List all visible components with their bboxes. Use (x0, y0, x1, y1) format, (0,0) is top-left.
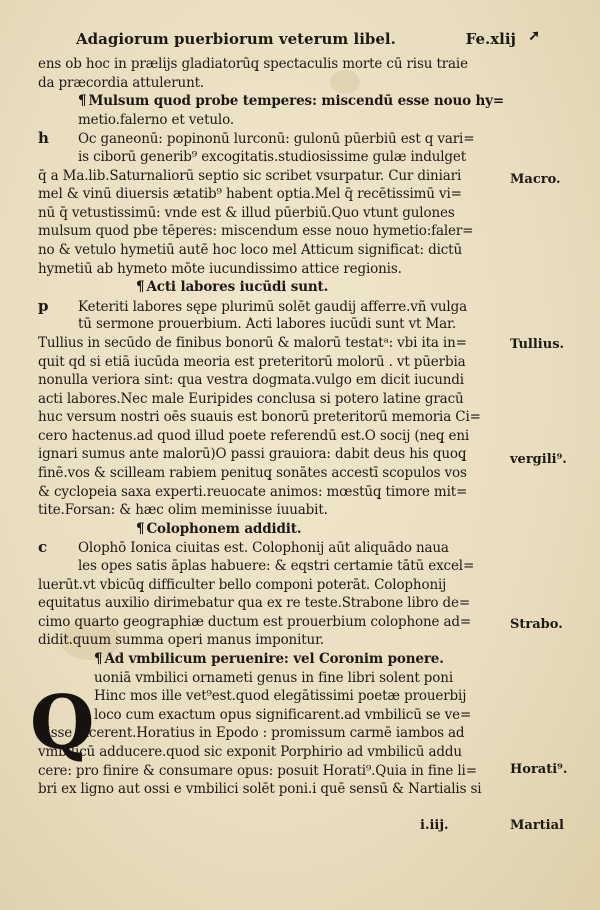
text-line (38, 353, 508, 372)
line-text: vmbilicū adducere.quod sic exponit Porphirio ad vmbilicū addu (38, 743, 462, 760)
line-text: tū sermone prouerbium. Acti labores iucūdi sunt vt Mar. (78, 316, 457, 333)
text-line (38, 278, 508, 297)
text-line (38, 650, 508, 669)
line-text: acti labores.Nec male Euripides conclusa si potero latine gracū (38, 390, 464, 407)
text-line (38, 148, 508, 167)
text-line (38, 538, 508, 557)
text-line (38, 762, 508, 781)
guide-letter: p (38, 296, 49, 315)
guide-letter: h (38, 129, 49, 148)
line-text: finē.vos & scilleam rabiem penituq̧ sonātes accestī scopulos vos (38, 465, 467, 482)
line-text: huc versum nostri oēs suauis est bonorū preteritorū memoria Ci= (38, 409, 481, 426)
line-text: nū q̄ vetustissimū: vnde est & illud pūerbiū.Quo vtunt gulones (38, 204, 455, 221)
text-line (38, 613, 508, 632)
text-line (38, 780, 508, 799)
line-text: metio.falerno et vetulo. (78, 111, 234, 128)
line-text: tite.Forsan: & hæc olim meminisse iuuabit. (38, 502, 328, 519)
text-line (38, 408, 508, 427)
guide-letter: c (38, 538, 47, 557)
text-line (38, 594, 508, 613)
line-text: no & vetulo hymetiū autē hoc loco mel Atticum significat: dictū (38, 241, 462, 258)
line-text: Acti labores iucūdi sunt. (146, 279, 329, 296)
line-text: is ciborū generib⁹ excogitatis.studiosissime gulæ indulget (78, 148, 467, 165)
line-text: nonulla veriora sint: qua vestra dogmata.vulgo em dicit iucundi (38, 372, 464, 389)
text-line (38, 520, 508, 539)
line-text: cimo quarto geographiæ ductum est prouerbium colophone ad= (38, 613, 472, 630)
pilcrow-icon: ¶ (136, 520, 145, 537)
line-text: q̄ a Ma.lib.Saturnaliorū septio sic scribet vsurpatur. Cur diniari (38, 167, 462, 184)
line-text: bri ex ligno aut ossi e vmbilici solēt poni.i quē sensū & Nartialis si (38, 781, 482, 798)
text-line (38, 706, 508, 725)
text-line (38, 315, 508, 334)
text-line (38, 334, 508, 353)
margin-note-horatius: Horati⁹. (510, 762, 568, 777)
text-line (38, 297, 508, 316)
line-text: mel & vinū diuersis ætatib⁹ habent optia.Mel q̄ recētissimū vi= (38, 186, 462, 203)
text-line (38, 129, 508, 148)
margin-note-macro: Macro. (510, 172, 561, 187)
line-text: loco cum exactum opus significarent.ad vmbilicū se ve= (94, 706, 472, 723)
text-line (38, 464, 508, 483)
running-title: Adagiorum puerbiorum veterum libel. (76, 30, 396, 48)
text-line (38, 576, 508, 595)
margin-note-vergilius: vergili⁹. (510, 452, 567, 467)
line-text: equitatus auxilio dirimebatur qua ex re teste.Strabone libro de= (38, 595, 471, 612)
line-text: & cyclopeia saxa experti.reuocate animos: mœstūq̧ timore mit= (38, 483, 468, 500)
text-line (38, 74, 508, 93)
text-line (38, 222, 508, 241)
folio-number: Fe.xlij (465, 30, 516, 48)
line-text: Tullius in secūdo de finibus bonorū & malorū testatᵃ: vbi ita in= (38, 334, 467, 351)
line-text: luerūt.vt vbicūq̧ difficulter bello componi poterāt. Colophonij (38, 576, 447, 593)
corner-mark: ➚ (528, 28, 540, 44)
drop-cap-letter: Q (30, 680, 95, 766)
text-line (38, 241, 508, 260)
line-text: Colophonem addidit. (146, 520, 302, 537)
margin-note-martial: Martial (510, 818, 564, 833)
text-line (38, 669, 508, 688)
text-line (38, 92, 508, 111)
text-line (38, 390, 508, 409)
text-line (38, 743, 508, 762)
line-text: quit qd si etiā iucūda meoria est preteritorū molorū . vt pūerbia (38, 353, 466, 370)
pilcrow-icon: ¶ (94, 651, 103, 667)
margin-note-strabo: Strabo. (510, 617, 563, 632)
text-line (38, 445, 508, 464)
signature-mark: i.iij. (420, 818, 449, 833)
pilcrow-icon: ¶ (136, 279, 145, 296)
line-text: ignari sumus ante malorū)O passi grauiora: dabit deus his quoq̧ (38, 446, 467, 463)
line-text: Oc ganeonū: popinonū lurconū: gulonū pūerbiū est q vari= (78, 131, 475, 148)
text-column (38, 55, 508, 799)
text-line (38, 501, 508, 520)
text-line (38, 260, 508, 279)
line-text: uoniā vmbilici ornameti genus in fine libri solent poni (94, 669, 453, 686)
line-text: cero hactenus.ad quod illud poete referendū est.O socij (neq̧ eni (38, 427, 470, 444)
text-line (38, 483, 508, 502)
line-text: ens ob hoc in prælijs gladiatorūq̧ spectaculis morte cū risu traie (38, 56, 468, 72)
text-line (38, 111, 508, 130)
pilcrow-icon: ¶ (78, 93, 87, 110)
line-text: didit.quum summa operi manus imponitur. (38, 632, 325, 649)
text-line (38, 631, 508, 650)
text-line (38, 185, 508, 204)
line-text: hymetiū ab hymeto mōte iucundissimo attice regionis. (38, 260, 402, 277)
line-text: Keteriti labores sępe plurimū solēt gaudij afferre.vñ vulga (78, 298, 467, 315)
line-text: mulsum quod pbe tēperes: miscendum esse nouo hymetio:faler= (38, 223, 474, 240)
text-line (38, 557, 508, 576)
line-text: Ad vmbilicum peruenire: vel Coronim ponere. (104, 651, 444, 667)
line-text: nisse dicerent.Horatius in Epodo : promissum carmē iambos ad (38, 725, 465, 742)
line-text: les opes satis āplas habuere: & eqstri certamie tātū excel= (78, 558, 475, 575)
line-text: Mulsum quod probe temperes: miscendū esse nouo hy= (88, 93, 505, 110)
line-text: cere: pro finire & consumare opus: posuit Horati⁹.Quia in fine li= (38, 762, 477, 779)
running-header (76, 30, 516, 48)
text-line (38, 427, 508, 446)
text-line (38, 371, 508, 390)
line-text: Hinc mos ille vet⁹est.quod elegātissimi poetæ prouerbij (94, 688, 467, 705)
margin-note-tullius: Tullius. (510, 337, 565, 352)
line-text: da præcordia attulerunt. (38, 74, 205, 91)
line-text: Olophō Ionica ciuitas est. Colophonij aūt aliquādo naua (78, 540, 449, 557)
text-line (38, 687, 508, 706)
text-line (38, 204, 508, 223)
text-line (38, 724, 508, 743)
text-line (38, 55, 508, 74)
text-line (38, 167, 508, 186)
